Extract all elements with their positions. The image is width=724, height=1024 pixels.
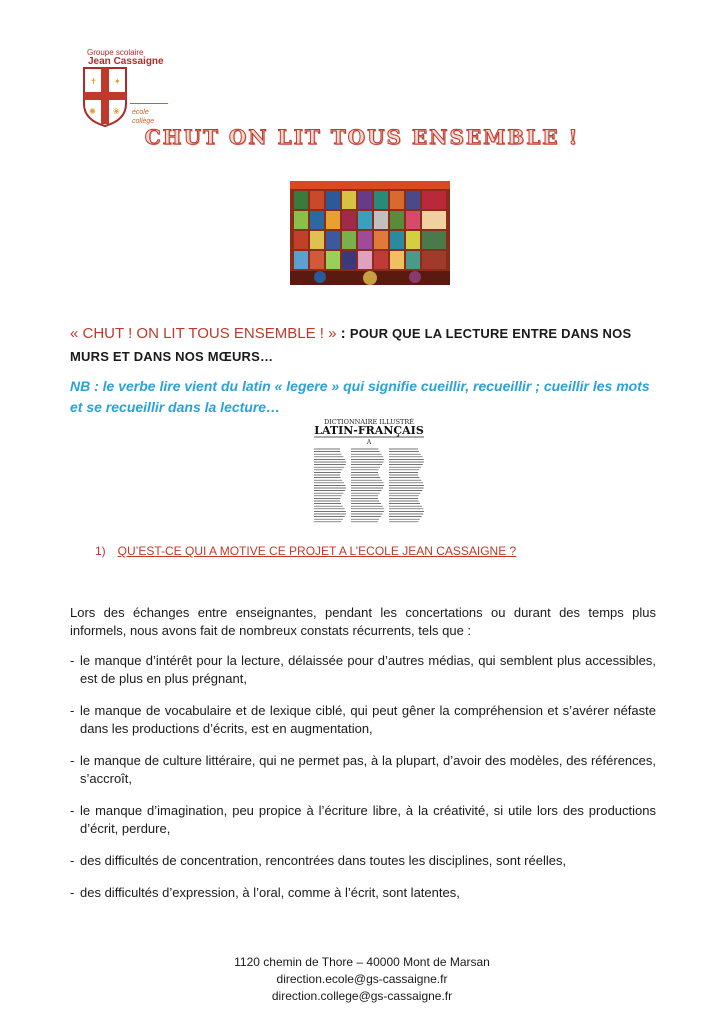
svg-text:✦: ✦ [114,77,121,86]
section-heading [95,544,516,558]
list-item: - le manque de vocabulaire et de lexique ciblé, qui peut gêner la compréhension et s’avérer néfaste dans les productions d’écrits, est en augmentation, [70,703,656,736]
logo-line2: Jean Cassaigne [88,56,164,67]
intro-rest: POUR QUE LA LECTURE ENTRE DANS NOS MURS ET DANS NOS MŒURS… [70,326,632,364]
body-content [70,604,656,916]
page-title: CHUT ON LIT TOUS ENSEMBLE ! [144,125,580,149]
footer-email-college[interactable]: direction.college@gs-cassaigne.fr [271,989,453,1003]
svg-text:✺: ✺ [89,107,96,116]
section-heading-text: QU’EST-CE QUI A MOTIVE CE PROJET A L’ECOLE JEAN CASSAIGNE ? [117,544,517,558]
svg-text:✝: ✝ [90,77,97,86]
dictionary-page-icon [310,417,428,527]
body-paragraph: Lors des échanges entre enseignantes, pendant les concertations ou durant des temps plus informels, nous avons fait de nombreux constats récurrents, tels que : [70,605,656,638]
footer-email-school[interactable]: direction.ecole@gs-cassaigne.fr [276,972,448,986]
page-footer [0,954,724,1005]
list-item: - le manque de culture littéraire, qui ne permet pas, à la plupart, d’avoir des modèles, des références, s’accroît, [70,753,656,786]
dictionary-letter: A [366,439,372,446]
footer-address: 1120 chemin de Thore – 40000 Mont de Marsan [234,955,490,969]
intro-colon: : [336,325,350,342]
list-item: - le manque d’imagination, peu propice à l’écriture libre, à la créativité, si utile lors des productions d’écrit, perdure, [70,803,656,836]
list-item: - des difficultés de concentration, rencontrées dans toutes les disciplines, sont réelles, [70,853,567,868]
dictionary-top-text: DICTIONNAIRE ILLUSTRÉ [323,418,415,426]
logo-tag-college: collège [132,118,155,125]
dictionary-main-text: LATIN-FRANÇAIS [314,424,424,437]
intro-lead: « CHUT ! ON LIT TOUS ENSEMBLE ! » [70,325,337,342]
shield-icon [82,66,128,128]
constats-list [70,652,656,902]
section-number: 1) [95,544,106,558]
logo-tag-ecole: école [132,109,149,116]
books-wall-image [290,181,450,285]
list-item: - le manque d’intérêt pour la lecture, délaissée pour d’autres médias, qui semblent plus accessibles, est de plus en plus prégnant, [70,653,656,686]
svg-text:❀: ❀ [113,107,120,116]
library-photo [290,181,450,285]
nb-note: NB : le verbe lire vient du latin « legere » qui signifie cueillir, recueillir ; cueillir les mots et se recueillir dans la lecture… [70,378,650,415]
dictionary-image [310,417,428,527]
logo-divider [130,103,168,104]
list-item: - des difficultés d’expression, à l’oral, comme à l’écrit, sont latentes, [70,885,460,900]
intro-statement [70,322,660,368]
logo-line1: Groupe scolaire [87,48,144,57]
logo-tags [132,108,154,126]
